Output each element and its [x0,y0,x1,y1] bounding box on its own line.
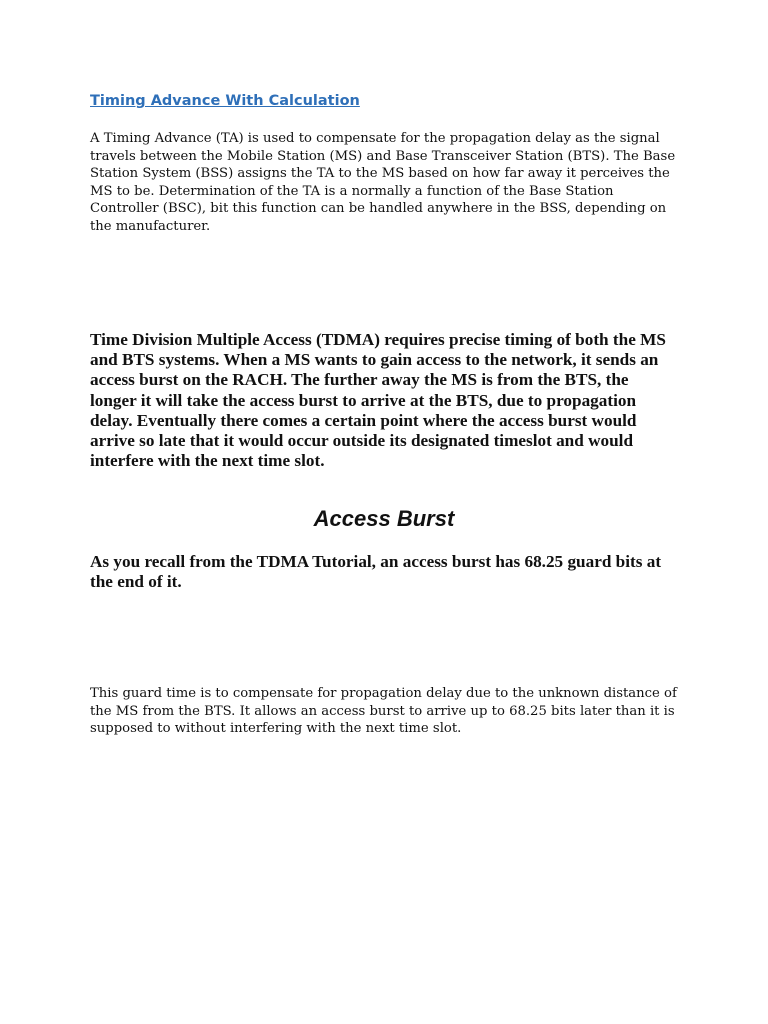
intro-line: Station System (BSS) assigns the TA to the MS based on how far away it perceives the [90,166,670,182]
intro-line: travels between the Mobile Station (MS) and Base Transceiver Station (BTS). The Base [90,148,676,164]
section-heading: Access Burst [313,506,455,531]
intro-paragraph [90,130,690,236]
intro-line: the manufacturer. [90,218,211,234]
tdma-line: and BTS systems. When a MS wants to gain access to the network, it sends an [90,350,659,370]
guard-line: This guard time is to compensate for propagation delay due to the unknown distance of [90,686,677,701]
recall-paragraph [90,552,690,592]
intro-line: MS to be. Determination of the TA is a normally a function of the Base Station [90,183,614,199]
recall-line: As you recall from the TDMA Tutorial, an access burst has 68.25 guard bits at [90,552,662,571]
tdma-line: Time Division Multiple Access (TDMA) requires precise timing of both the MS [90,330,666,349]
guard-line: supposed to without interfering with the next time slot. [90,721,462,737]
intro-line: Controller (BSC), bit this function can be handled anywhere in the BSS, depending on [90,201,667,217]
guard-time-paragraph [90,685,690,738]
document-title[interactable]: Timing Advance With Calculation [90,93,360,109]
tdma-line: arrive so late that it would occur outside its designated timeslot and would [90,431,634,451]
intro-line: A Timing Advance (TA) is used to compensate for the propagation delay as the signal [90,131,660,146]
tdma-line: access burst on the RACH. The further away the MS is from the BTS, the [90,370,629,390]
tdma-paragraph [90,330,690,471]
tdma-line: delay. Eventually there comes a certain point where the access burst would [90,410,637,430]
guard-line: the MS from the BTS. It allows an access burst to arrive up to 68.25 bits later than it is [90,703,675,719]
tdma-line: interfere with the next time slot. [90,451,325,471]
recall-line: the end of it. [90,572,182,592]
tdma-line: longer it will take the access burst to arrive at the BTS, due to propagation [90,390,636,410]
